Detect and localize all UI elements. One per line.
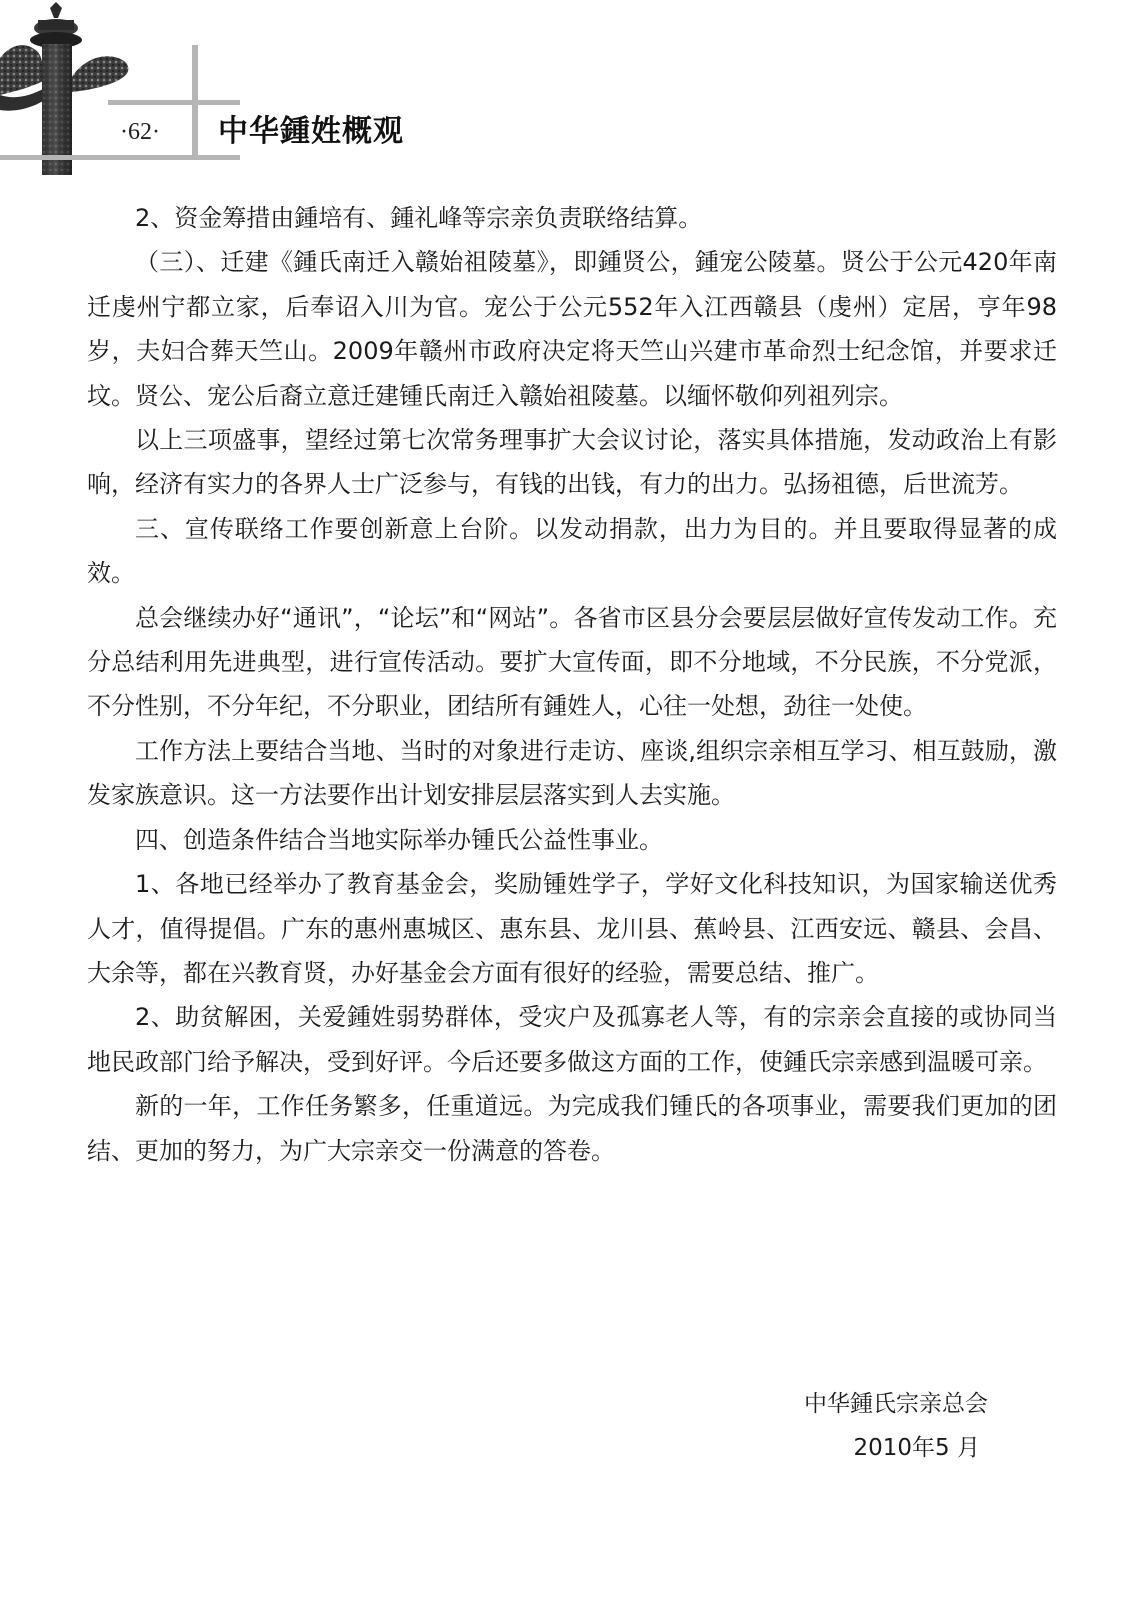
paragraph: 新的一年，工作任务繁多，任重道远。为完成我们锺氏的各项事业，需要我们更加的团结、更加的努力，为广大宗亲交一份满意的答卷。	[87, 1092, 1057, 1165]
paragraph: 四、创造条件结合当地实际举办锺氏公益性事业。	[135, 825, 663, 854]
signature-date: 2010年5 月	[853, 1435, 980, 1461]
paragraph: （三）、迁建《鍾氏南迁入赣始祖陵墓》，即鍾贤公，鍾宠公陵墓。贤公于公元420年南迁虔州宁都立家，后奉诏入川为官。宠公于公元552年入江西赣县（虔州）定居，亨年98岁，夫妇合葬天竺山。2009年赣州市政府决定将天竺山兴建市革命烈士纪念馆，并要求迁坟。贤公、宠公后裔立意迁建锺氏南迁入赣始祖陵墓。以缅怀敬仰列祖列宗。	[87, 248, 1057, 410]
paragraph: 工作方法上要结合当地、当时的对象进行走访、座谈,组织宗亲相互学习、相互鼓励，激发家族意识。这一方法要作出计划安排层层落实到人去实施。	[87, 736, 1057, 810]
page-header	[0, 0, 1133, 175]
page-number: ·62·	[120, 119, 160, 145]
paragraph: 2、资金筹措由鍾培有、鍾礼峰等宗亲负责联络结算。	[135, 204, 703, 232]
document-body	[87, 196, 1057, 1173]
signature-block	[804, 1382, 988, 1470]
paragraph: 总会继续办好“通讯”，“论坛”和“网站”。各省市区县分会要层层做好宣传发动工作。充分总结利用先进典型，进行宣传活动。要扩大宣传面，即不分地域，不分民族，不分党派，不分性别，不分年纪，不分职业，团结所有鍾姓人，心往一处想，劲往一处使。	[87, 603, 1057, 721]
paragraph: 1、各地已经举办了教育基金会，奖励锺姓学子，学好文化科技知识，为国家输送优秀人才，值得提倡。广东的惠州惠城区、惠东县、龙川县、蕉岭县、江西安远、赣县、会昌、大余等，都在兴教育贤，办好基金会方面有很好的经验，需要总结、推广。	[87, 870, 1057, 987]
signature-organization: 中华鍾氏宗亲总会	[804, 1391, 988, 1417]
paragraph: 2、助贫解困，关爱鍾姓弱势群体，受灾户及孤寡老人等，有的宗亲会直接的或协同当地民政部门给予解决，受到好评。今后还要多做这方面的工作，使鍾氏宗亲感到温暖可亲。	[87, 1003, 1057, 1076]
paragraph: 以上三项盛事，望经过第七次常务理事扩大会议讨论，落实具体措施，发动政治上有影响，经济有实力的各界人士广泛参与，有钱的出钱，有力的出力。弘扬祖德，后世流芳。	[87, 426, 1057, 499]
paragraph: 三、宣传联络工作要创新意上台阶。以发动捐款，出力为目的。并且要取得显著的成效。	[87, 514, 1057, 588]
book-title: 中华鍾姓概观	[218, 114, 404, 149]
